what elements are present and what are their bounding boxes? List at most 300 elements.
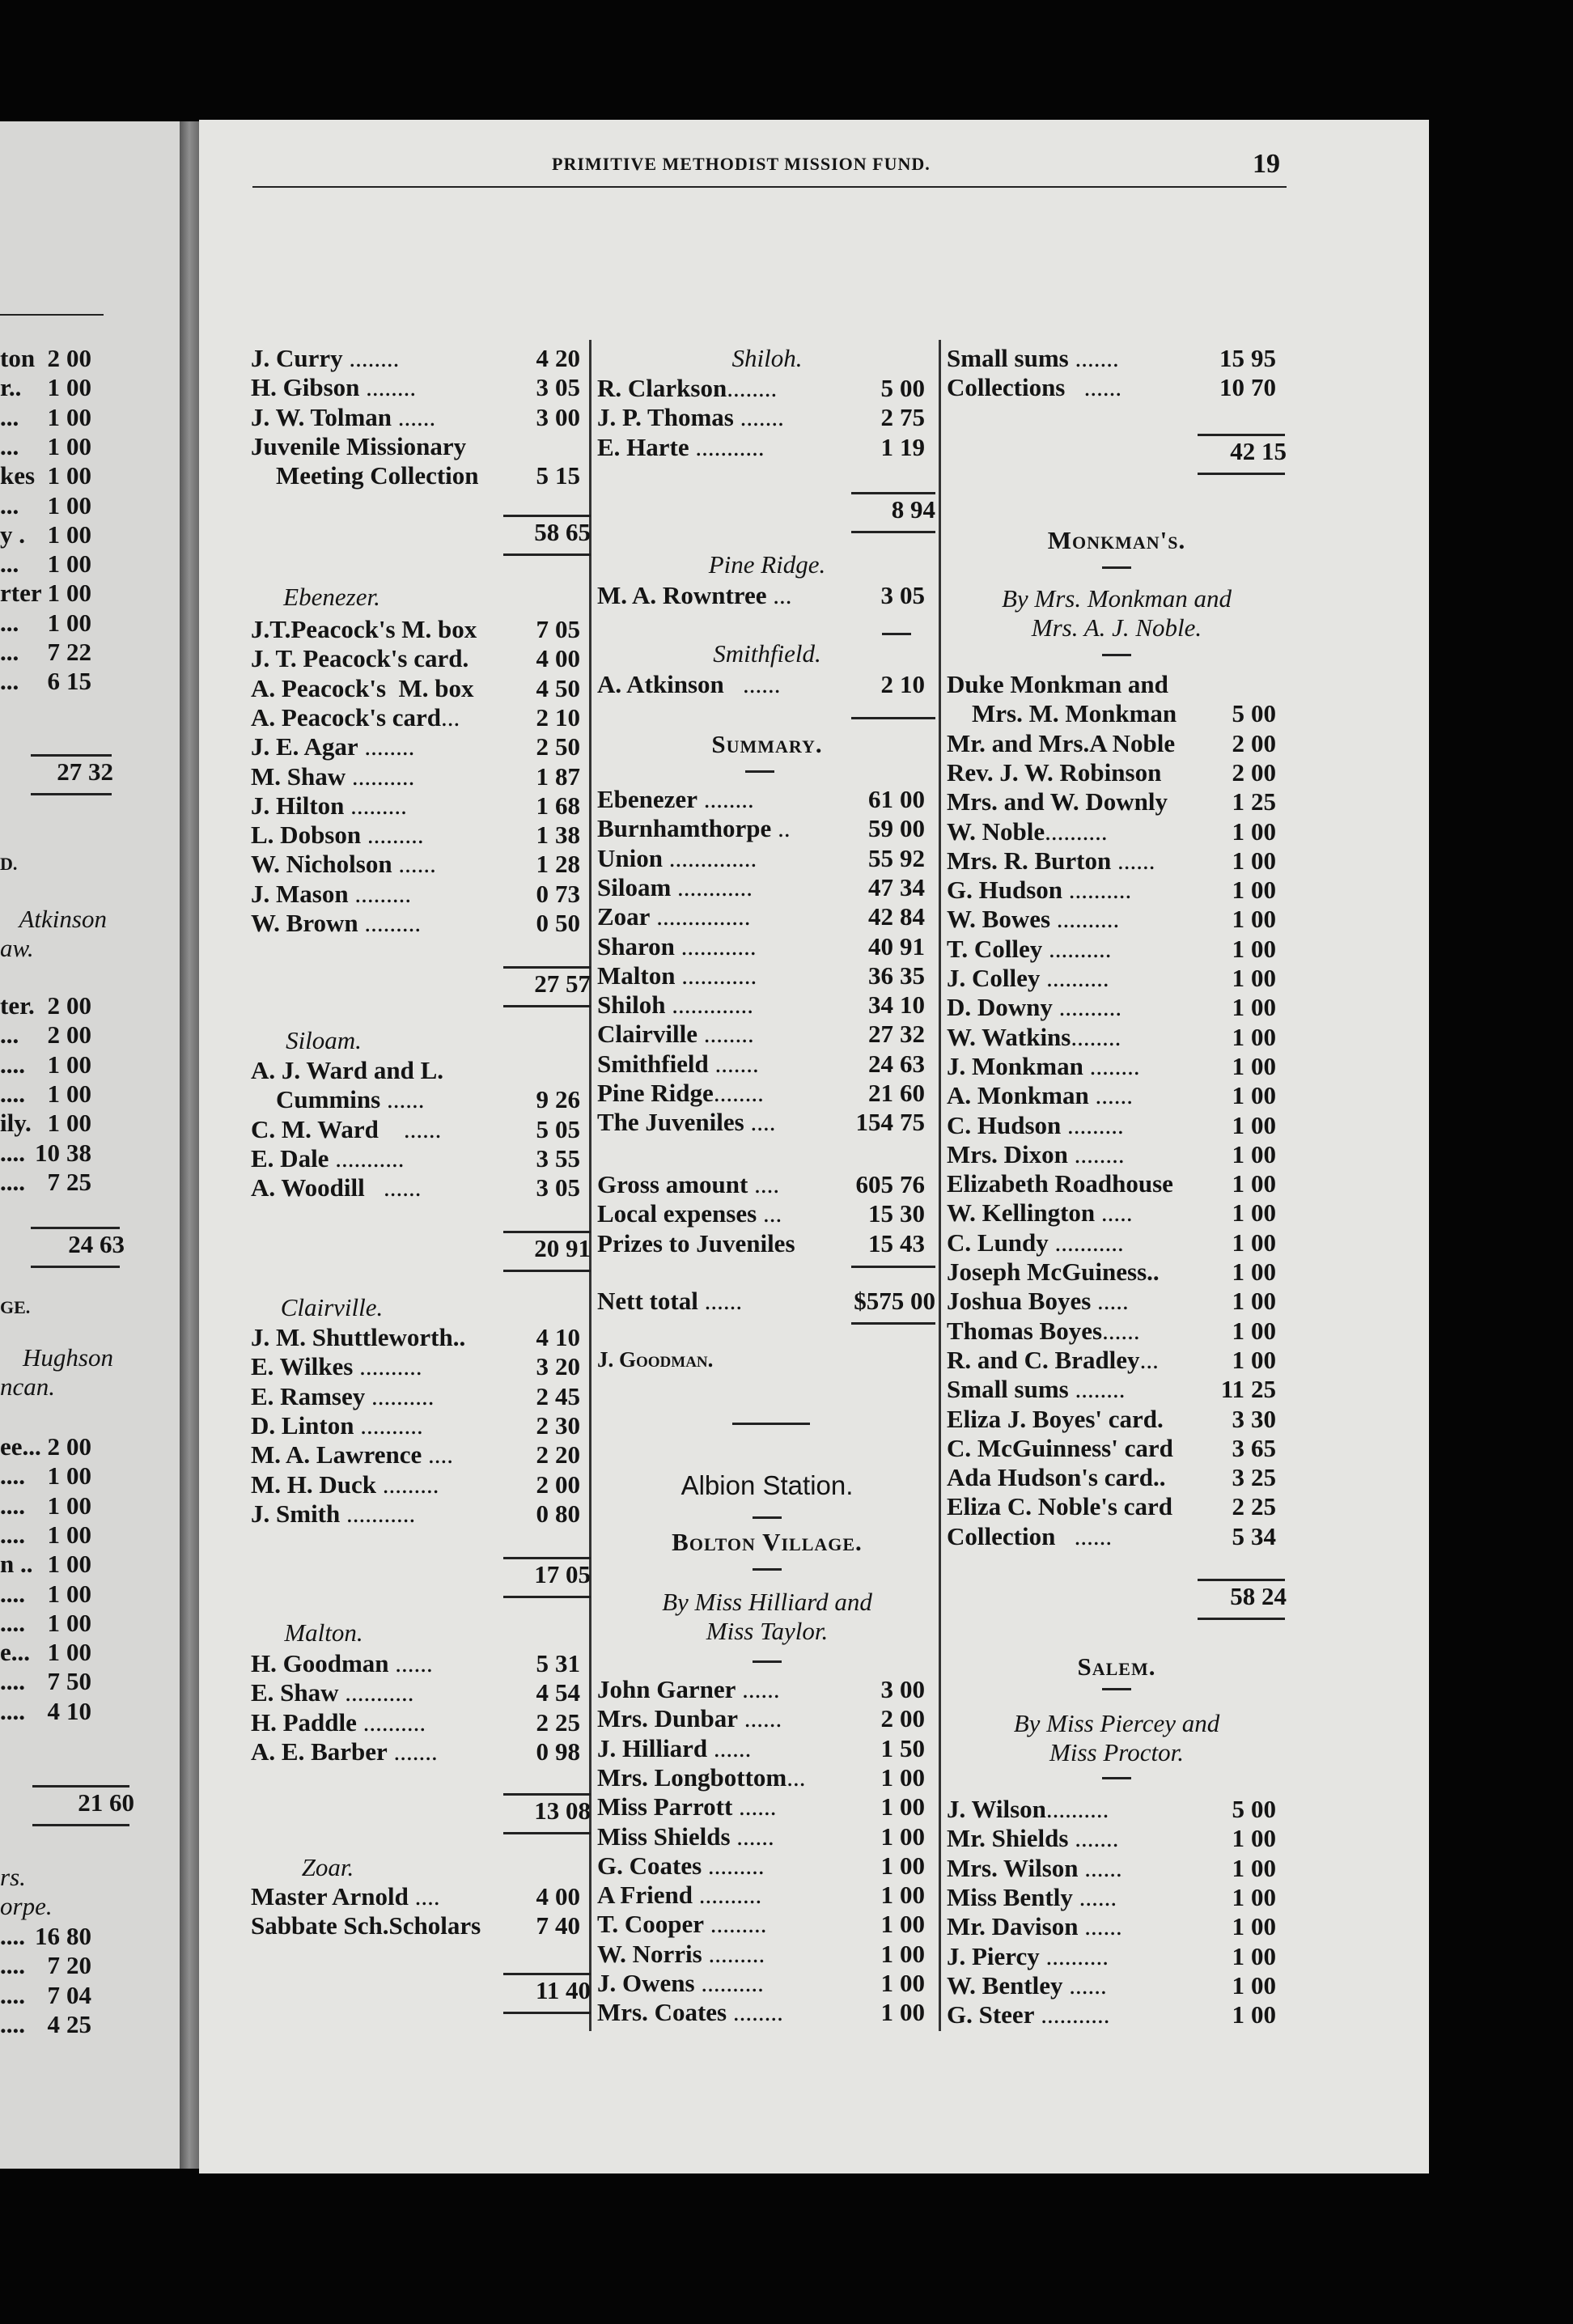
entry-leader: ........ [1071, 1022, 1121, 1051]
entry-label: .... [0, 1050, 25, 1079]
entry-dollars: 7 [536, 1911, 549, 1940]
entry-dollars: 15 [868, 1228, 893, 1257]
entry-cents: 98 [555, 1737, 580, 1766]
entry-label: L. Dobson ......... [251, 821, 424, 850]
entry-label: E. Ramsey .......... [251, 1381, 435, 1410]
entry-cents: 70 [1251, 373, 1276, 402]
entry-dollars: 4 [536, 1882, 549, 1911]
ledger-entry [251, 850, 591, 879]
entry-label: C. Hudson ......... [947, 1110, 1124, 1139]
entry-leader: ...... [378, 1114, 442, 1143]
entry-dollars: 2 [47, 991, 60, 1020]
entry-label: Mrs. Dixon ........ [947, 1139, 1125, 1168]
entry-label: Shiloh ............. [597, 990, 753, 1020]
entry-dollars: 2 [880, 403, 893, 432]
entry-label: Sharon ............ [597, 931, 757, 961]
entry-cents: 00 [66, 1520, 91, 1549]
entry-cents: 00 [1251, 728, 1276, 757]
entry-dollars: 5 [536, 1114, 549, 1143]
entry-cents: 05 [900, 581, 925, 609]
entry-cents: 00 [1251, 1970, 1276, 2000]
entry-cents: 00 [66, 1550, 91, 1579]
entry-cents: 35 [900, 961, 925, 990]
entry-leader: ........... [329, 1143, 405, 1173]
section-total: 8 94 [891, 495, 935, 524]
total-rule [503, 515, 591, 517]
entry-cents: 34 [900, 872, 925, 901]
entry-leader: ...... [388, 1649, 433, 1677]
total-rule [31, 754, 112, 757]
section-heading: Monkman's. [1047, 526, 1186, 554]
total-rule [32, 1785, 129, 1788]
entry-dollars: 1 [47, 520, 60, 549]
entry-dollars: 1 [47, 579, 60, 608]
entry-label: A. J. Ward and L. [251, 1056, 444, 1084]
section-total: 17 05 [534, 1560, 591, 1588]
entry-leader: ...... [364, 1173, 422, 1202]
ledger-entry [597, 844, 935, 873]
section-total: 24 63 [68, 1230, 125, 1258]
nett-total-label: Nett total ...... [597, 1287, 743, 1315]
entry-cents: 00 [1251, 1287, 1276, 1316]
ledger-entry [251, 644, 591, 673]
entry-cents: 00 [66, 461, 91, 490]
entry-dollars: 1 [47, 1109, 60, 1138]
entry-dollars: 10 [1219, 373, 1244, 402]
entry-cents: 05 [555, 615, 580, 643]
section-heading: Zoar. [301, 1853, 354, 1881]
entry-label: J. P. Thomas ....... [597, 403, 784, 432]
entry-label: J. Hilliard ...... [597, 1733, 752, 1762]
ledger-entry [947, 1883, 1287, 1912]
entry-leader: ..... [1095, 1198, 1133, 1228]
entry-dollars: 1 [880, 1851, 893, 1880]
entry-dollars: 3 [880, 581, 893, 609]
entry-dollars: 1 [1232, 1198, 1244, 1228]
entry-cents: 00 [900, 814, 925, 843]
entry-label: .... [0, 2009, 25, 2038]
entry-cents: 04 [66, 1980, 91, 2009]
entry-label: M. Shaw .......... [251, 761, 415, 791]
entry-dollars: 9 [536, 1085, 549, 1114]
entry-cents: 55 [555, 1143, 580, 1173]
entry-cents: 38 [66, 1138, 91, 1167]
ledger-entry [251, 1173, 591, 1202]
entry-cents: 50 [555, 909, 580, 937]
ledger-entry [597, 873, 935, 902]
ledger-entry [251, 615, 591, 644]
entry-cents: 00 [1251, 1139, 1276, 1168]
ledger-entry [251, 1470, 591, 1499]
entry-dollars: 47 [868, 872, 893, 901]
heading-dash [882, 633, 911, 635]
entry-leader: ........ [1067, 1139, 1125, 1168]
left-page-entry [0, 373, 102, 402]
entry-label: A. Peacock's M. box [251, 673, 474, 702]
entry-label: ... [0, 667, 19, 696]
entry-cents: 25 [1251, 787, 1276, 816]
entry-cents: 80 [555, 1499, 580, 1528]
entry-cents: 00 [555, 1469, 580, 1499]
entry-dollars: 2 [536, 732, 549, 761]
entry-cents: 00 [66, 1461, 91, 1491]
entry-label: Joshua Boyes ..... [947, 1287, 1129, 1316]
entry-cents: 00 [900, 1881, 925, 1910]
entry-dollars: 24 [868, 1049, 893, 1078]
entry-cents: 00 [555, 1882, 580, 1911]
ledger-entry [251, 403, 591, 432]
entry-dollars: 2 [47, 1432, 60, 1461]
entry-label: W. Brown ......... [251, 909, 422, 937]
entry-leader: ...... [1088, 1081, 1133, 1110]
entry-cents: 76 [900, 1170, 925, 1198]
entry-label: T. Colley .......... [947, 934, 1112, 963]
entry-label: Zoar ............... [597, 902, 751, 931]
heading-dash [745, 770, 774, 773]
left-page-entry [0, 1981, 102, 2010]
ledger-entry [947, 787, 1287, 816]
entry-cents: 50 [555, 732, 580, 761]
entry-dollars: 1 [1232, 1912, 1244, 1941]
entry-dollars: 154 [855, 1108, 893, 1137]
entry-cents: 91 [900, 931, 925, 961]
entry-dollars: 1 [880, 1762, 893, 1792]
entry-dollars: 1 [1232, 1051, 1244, 1080]
entry-dollars: 7 [47, 1167, 60, 1196]
entry-label: ... [0, 431, 19, 460]
entry-cents: 00 [66, 1079, 91, 1108]
entry-dollars: 1 [536, 850, 549, 879]
heading-dash [753, 1568, 782, 1571]
entry-label: W. Bowes .......... [947, 905, 1120, 934]
entry-dollars: 1 [536, 821, 549, 850]
entry-dollars: 1 [47, 431, 60, 460]
ledger-entry [947, 1522, 1287, 1551]
entry-cents: 25 [66, 2009, 91, 2038]
entry-dollars: 2 [1232, 1492, 1244, 1521]
entry-dollars: 1 [1232, 1824, 1244, 1853]
entry-label: .... [0, 1922, 25, 1950]
entry-leader: ............. [665, 990, 753, 1020]
total-underline [1198, 473, 1285, 475]
ledger-entry [947, 1463, 1287, 1492]
ledger-entry [597, 1050, 935, 1079]
left-page-entry [0, 1109, 102, 1138]
entry-label: Malton ............ [597, 961, 757, 990]
left-page-entry [0, 1050, 102, 1079]
section-total: 58 65 [534, 518, 591, 546]
ledger-entry [947, 1228, 1287, 1257]
entry-leader: ......... [361, 821, 424, 850]
entry-dollars: 1 [536, 791, 549, 820]
entry-cents: 00 [1251, 1941, 1276, 1970]
entry-leader: ......... [704, 1910, 767, 1939]
entry-label: Ebenezer ........ [597, 785, 754, 813]
ledger-entry [251, 461, 591, 490]
section-heading: By Miss Piercey and [1013, 1709, 1220, 1737]
section-heading: Miss Taylor. [706, 1617, 829, 1645]
entry-leader: ............ [674, 931, 757, 961]
entry-cents: 92 [900, 843, 925, 872]
entry-cents: 00 [900, 374, 925, 402]
section-total: 58 24 [1230, 1582, 1287, 1610]
ledger-entry [251, 1499, 591, 1529]
page-number: 19 [1253, 149, 1280, 179]
entry-label: G. Steer ........... [947, 2000, 1110, 2029]
ledger-entry [947, 344, 1287, 373]
entry-cents: 31 [555, 1649, 580, 1677]
entry-leader: .......... [1039, 1941, 1109, 1970]
ledger-entry [251, 1411, 591, 1440]
left-page-entry [0, 638, 102, 667]
entry-leader: ...... [736, 1675, 780, 1703]
entry-dollars: 1 [1232, 1257, 1244, 1286]
section-heading: Clairville. [280, 1293, 384, 1321]
entry-label: Miss Shields ...... [597, 1821, 774, 1851]
entry-leader: ...... [392, 850, 436, 879]
entry-cents: 00 [1251, 993, 1276, 1022]
entry-label: Mr. Davison ...... [947, 1912, 1122, 1941]
ledger-entry [947, 1111, 1287, 1140]
entry-label: J.T.Peacock's M. box [251, 615, 477, 643]
left-page-entry [0, 520, 102, 549]
entry-leader: ........ [727, 1998, 783, 2027]
ledger-entry [251, 1085, 591, 1114]
left-page-entry [0, 344, 102, 373]
entry-dollars: 1 [1232, 964, 1244, 992]
entry-label: Mr. and Mrs.A Noble [947, 728, 1176, 757]
left-page-entry [0, 461, 102, 490]
entry-cents: 00 [1251, 846, 1276, 875]
entry-leader: ...... [732, 1792, 777, 1821]
entry-label: Mrs. and W. Downly [947, 787, 1168, 816]
ledger-entry [947, 905, 1287, 934]
entry-dollars: 1 [880, 1792, 893, 1821]
ledger-entry [597, 1020, 935, 1049]
entry-cents: 00 [1251, 1257, 1276, 1286]
entry-dollars: 1 [1232, 1287, 1244, 1316]
entry-cents: 54 [555, 1678, 580, 1707]
entry-dollars: 1 [47, 608, 60, 637]
ledger-entry [251, 344, 591, 373]
entry-leader: .......... [353, 1352, 422, 1381]
ledger-entry [597, 1910, 935, 1939]
ledger-entry [947, 1434, 1287, 1463]
left-sub-heading: rs. [0, 1863, 26, 1891]
entry-leader: .......... [1062, 876, 1132, 905]
ledger-entry [251, 1882, 591, 1911]
entry-dollars: 2 [536, 1381, 549, 1410]
ledger-entry [597, 1170, 935, 1199]
entry-label: .... [0, 1461, 25, 1491]
entry-dollars: 7 [536, 615, 549, 643]
entry-cents: 30 [900, 1199, 925, 1228]
entry-dollars: 3 [1232, 1433, 1244, 1462]
entry-cents: 00 [1251, 816, 1276, 846]
entry-cents: 20 [555, 344, 580, 372]
entry-cents: 34 [1251, 1521, 1276, 1550]
entry-dollars: 1 [1232, 876, 1244, 905]
entry-cents: 00 [66, 1491, 91, 1520]
entry-dollars: 0 [536, 1737, 549, 1766]
entry-dollars: 21 [868, 1079, 893, 1107]
entry-leader: ...... [1062, 1970, 1107, 2000]
entry-dollars: 5 [1232, 699, 1244, 728]
entry-label: .... [0, 1696, 25, 1725]
entry-label: W. Noble.......... [947, 816, 1108, 846]
entry-label: .... [0, 1608, 25, 1637]
total-underline [503, 1832, 591, 1834]
entry-dollars: 1 [1232, 1081, 1244, 1110]
entry-label: W. Kellington ..... [947, 1198, 1133, 1228]
entry-label: .... [0, 1167, 25, 1196]
entry-dollars: 3 [536, 1173, 549, 1202]
left-page-entry [0, 1461, 102, 1491]
entry-cents: 00 [1251, 1110, 1276, 1139]
ledger-entry [947, 1854, 1287, 1883]
total-rule [503, 1231, 591, 1233]
ledger-entry [947, 1405, 1287, 1434]
entry-dollars: 1 [1232, 1316, 1244, 1345]
entry-cents: 25 [1251, 1492, 1276, 1521]
entry-cents: 50 [900, 1733, 925, 1762]
heading-dash [1102, 1688, 1131, 1690]
entry-label: Thomas Boyes...... [947, 1316, 1140, 1345]
ledger-entry [597, 990, 935, 1020]
entry-cents: 00 [1251, 1198, 1276, 1228]
ledger-entry [947, 1081, 1287, 1110]
section-heading: Malton. [284, 1618, 363, 1647]
entry-label: W. Norris ......... [597, 1939, 765, 1968]
entry-dollars: 6 [47, 667, 60, 696]
entry-cents: 00 [66, 1432, 91, 1461]
entry-label: kes [0, 461, 36, 490]
entry-leader: ... [766, 581, 792, 609]
entry-dollars: 1 [47, 1579, 60, 1608]
signature: J. Goodman. [597, 1347, 714, 1372]
ledger-entry [597, 581, 935, 610]
entry-dollars: 7 [47, 1980, 60, 2009]
entry-label: Mrs. R. Burton ...... [947, 846, 1155, 875]
ledger-entry [597, 1998, 935, 2027]
entry-cents: 00 [1251, 1912, 1276, 1941]
entry-cents: 00 [1251, 1882, 1276, 1911]
section-total: 27 32 [57, 757, 113, 786]
entry-label: M. A. Rowntree ... [597, 581, 792, 609]
entry-label: G. Coates ......... [597, 1851, 765, 1880]
nett-total-row [597, 1287, 935, 1316]
entry-leader: ...... [723, 670, 781, 698]
entry-label: W. Nicholson ...... [251, 850, 436, 879]
ledger-entry [251, 1440, 591, 1469]
entry-cents: 63 [900, 1049, 925, 1078]
entry-cents: 00 [66, 373, 91, 402]
entry-cents: 00 [1251, 2000, 1276, 2029]
left-sub-heading: orpe. [0, 1892, 53, 1920]
entry-cents: 00 [900, 785, 925, 813]
entry-leader: ............ [671, 872, 753, 901]
entry-leader: ........ [342, 344, 400, 372]
entry-leader: .... [422, 1440, 453, 1469]
ledger-entry [597, 1704, 935, 1733]
total-underline [503, 2012, 591, 2014]
entry-label: ... [0, 1020, 19, 1050]
entry-dollars: 1 [536, 761, 549, 791]
left-page-entry [0, 549, 102, 579]
entry-dollars: 7 [47, 1667, 60, 1696]
ledger-entry [597, 785, 935, 814]
entry-label: Eliza J. Boyes' card. [947, 1404, 1164, 1433]
entry-dollars: 5 [1232, 1795, 1244, 1823]
entry-label: A. Atkinson ...... [597, 670, 781, 698]
entry-cents: 38 [555, 821, 580, 850]
entry-cents: 95 [1251, 344, 1276, 372]
ledger-entry [947, 1824, 1287, 1853]
entry-label: Mrs. Dunbar ...... [597, 1704, 782, 1733]
entry-dollars: 5 [1232, 1521, 1244, 1550]
entry-dollars: 4 [536, 644, 549, 673]
entry-label: ... [0, 402, 19, 431]
entry-label: John Garner ...... [597, 1675, 780, 1703]
entry-dollars: 1 [1232, 1022, 1244, 1051]
entry-leader: .......... [354, 1410, 423, 1440]
left-page-entry [0, 667, 102, 696]
entry-dollars: 1 [47, 1461, 60, 1491]
entry-dollars: 3 [536, 402, 549, 431]
entry-dollars: 1 [1232, 846, 1244, 875]
entry-cents: 10 [555, 702, 580, 732]
entry-label: J. E. Agar ........ [251, 732, 415, 761]
entry-cents: 00 [900, 1792, 925, 1821]
entry-dollars: 1 [1232, 1110, 1244, 1139]
entry-cents: 00 [1251, 1228, 1276, 1257]
entry-leader: .......... [365, 1381, 435, 1410]
entry-cents: 50 [66, 1667, 91, 1696]
nett-total-value: $575 00 [854, 1287, 935, 1315]
book-gutter [180, 121, 199, 2169]
entry-label: C. McGuinness' card [947, 1433, 1173, 1462]
entry-cents: 25 [1251, 1375, 1276, 1404]
heading-dash [1102, 566, 1131, 569]
entry-dollars: 1 [880, 1733, 893, 1762]
entry-cents: 00 [1251, 1345, 1276, 1374]
entry-leader: .............. [662, 843, 757, 872]
left-sub-heading: ncan. [0, 1372, 56, 1401]
ledger-entry [251, 1911, 591, 1940]
entry-dollars: 4 [536, 673, 549, 702]
entry-label: The Juveniles .... [597, 1108, 776, 1137]
entry-leader: ...... [737, 1704, 782, 1733]
entry-leader: ...... [1078, 1853, 1122, 1882]
entry-dollars: 11 [1220, 1375, 1244, 1404]
entry-dollars: 1 [880, 1821, 893, 1851]
section-heading: Miss Proctor. [1049, 1738, 1184, 1766]
entry-dollars: 2 [1232, 728, 1244, 757]
left-page-entry [0, 991, 102, 1020]
entry-leader: ........... [1034, 2000, 1110, 2029]
ledger-entry [597, 1079, 935, 1108]
entry-dollars: 1 [1232, 905, 1244, 934]
left-page-entry [0, 609, 102, 638]
entry-dollars: 1 [47, 1550, 60, 1579]
entry-dollars: 34 [868, 990, 893, 1020]
ledger-entry [597, 433, 935, 462]
entry-dollars: 2 [536, 1707, 549, 1737]
entry-label: A Friend .......... [597, 1881, 762, 1910]
ledger-entry [947, 1971, 1287, 2000]
ledger-entry [947, 1375, 1287, 1404]
entry-cents: 20 [66, 1951, 91, 1980]
